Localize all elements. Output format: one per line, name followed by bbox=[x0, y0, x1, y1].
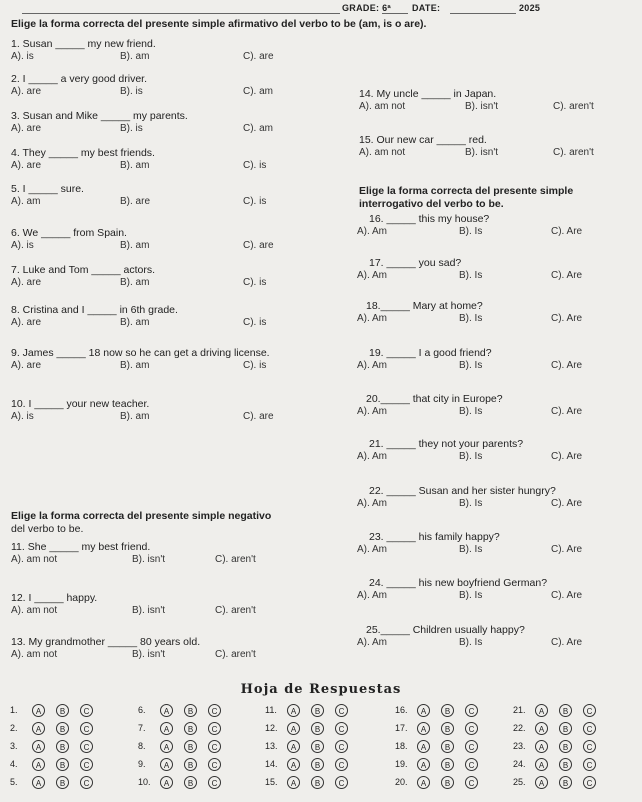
question-text: 10. I _____ your new teacher. bbox=[11, 398, 150, 410]
question-text: 23. _____ his family happy? bbox=[369, 531, 500, 543]
answer-bubble-a[interactable]: A bbox=[32, 776, 45, 789]
option-a[interactable]: A). are bbox=[11, 123, 42, 134]
question-text: 3. Susan and Mike _____ my parents. bbox=[11, 110, 188, 122]
answer-bubble-a[interactable]: A bbox=[32, 704, 45, 717]
answer-bubble-c[interactable]: C bbox=[335, 704, 348, 717]
option-b[interactable]: B). am bbox=[120, 277, 150, 288]
answer-bubble-c[interactable]: C bbox=[583, 740, 596, 753]
option-c[interactable]: C). is bbox=[243, 317, 267, 328]
option-c[interactable]: C). am bbox=[243, 123, 273, 134]
question-text: 16. _____ this my house? bbox=[369, 213, 490, 225]
answer-number: 25. bbox=[513, 777, 526, 787]
option-b[interactable]: B). isn't bbox=[132, 649, 166, 660]
answer-bubble-b[interactable]: B bbox=[56, 704, 69, 717]
answer-number: 2. bbox=[10, 723, 18, 733]
option-c[interactable]: C). aren't bbox=[215, 554, 256, 565]
answer-bubble-a[interactable]: A bbox=[287, 722, 300, 735]
option-c[interactable]: C). am bbox=[243, 86, 273, 97]
question-text: 15. Our new car _____ red. bbox=[359, 134, 487, 146]
answer-number: 8. bbox=[138, 741, 146, 751]
option-a[interactable]: A). am not bbox=[11, 605, 58, 616]
answer-bubble-c[interactable]: C bbox=[80, 776, 93, 789]
answer-bubble-a[interactable]: A bbox=[417, 758, 430, 771]
answer-number: 9. bbox=[138, 759, 146, 769]
option-c[interactable]: C). are bbox=[243, 240, 274, 251]
answer-number: 16. bbox=[395, 705, 408, 715]
answer-number: 3. bbox=[10, 741, 18, 751]
answer-bubble-c[interactable]: C bbox=[465, 776, 478, 789]
answer-bubble-a[interactable]: A bbox=[287, 776, 300, 789]
answer-bubble-b[interactable]: B bbox=[559, 722, 572, 735]
answer-number: 4. bbox=[10, 759, 18, 769]
answer-bubble-c[interactable]: C bbox=[583, 704, 596, 717]
answer-number: 22. bbox=[513, 723, 526, 733]
answer-bubble-b[interactable]: B bbox=[559, 776, 572, 789]
instruction-negative-line2: del verbo to be. bbox=[11, 523, 84, 535]
option-c[interactable]: C). Are bbox=[551, 637, 583, 648]
option-b[interactable]: B). isn't bbox=[465, 101, 499, 112]
option-b[interactable]: B). Is bbox=[459, 226, 483, 237]
answer-bubble-b[interactable]: B bbox=[56, 740, 69, 753]
instruction-negative-line1: Elige la forma correcta del presente simple negativo bbox=[11, 510, 272, 522]
option-c[interactable]: C). Are bbox=[551, 360, 583, 371]
answer-bubble-c[interactable]: C bbox=[583, 722, 596, 735]
answer-number: 21. bbox=[513, 705, 526, 715]
question-text: 25._____ Children usually happy? bbox=[366, 624, 525, 636]
question-text: 19. _____ I a good friend? bbox=[369, 347, 492, 359]
answer-number: 11. bbox=[265, 705, 277, 715]
answer-bubble-c[interactable]: C bbox=[335, 776, 348, 789]
answer-number: 12. bbox=[265, 723, 278, 733]
answer-bubble-b[interactable]: B bbox=[184, 758, 197, 771]
option-c[interactable]: C). Are bbox=[551, 406, 583, 417]
year-label: 2025 bbox=[519, 3, 541, 13]
option-b[interactable]: B). Is bbox=[459, 590, 483, 601]
answer-bubble-b[interactable]: B bbox=[441, 722, 454, 735]
answer-number: 20. bbox=[395, 777, 408, 787]
question-text: 17. _____ you sad? bbox=[369, 257, 462, 269]
option-b[interactable]: B). Is bbox=[459, 637, 483, 648]
question-text: 9. James _____ 18 now so he can get a driving license. bbox=[11, 347, 270, 359]
option-c[interactable]: C). are bbox=[243, 51, 274, 62]
answer-bubble-b[interactable]: B bbox=[441, 740, 454, 753]
answer-number: 6. bbox=[138, 705, 146, 715]
question-text: 1. Susan _____ my new friend. bbox=[11, 38, 156, 50]
answer-number: 24. bbox=[513, 759, 526, 769]
option-a[interactable]: A). Am bbox=[357, 637, 388, 648]
option-b[interactable]: B). isn't bbox=[465, 147, 499, 158]
answer-bubble-a[interactable]: A bbox=[32, 740, 45, 753]
option-c[interactable]: C). Are bbox=[551, 590, 583, 601]
question-text: 2. I _____ a very good driver. bbox=[11, 73, 148, 85]
option-b[interactable]: B). is bbox=[120, 86, 143, 97]
answer-bubble-c[interactable]: C bbox=[465, 758, 478, 771]
answer-sheet bbox=[10, 682, 632, 800]
question-text: 5. I _____ sure. bbox=[11, 183, 84, 195]
option-a[interactable]: A). Am bbox=[357, 406, 388, 417]
answer-sheet-title: Hoja de Respuestas bbox=[240, 682, 402, 697]
answer-bubble-b[interactable]: B bbox=[559, 704, 572, 717]
option-a[interactable]: A). am not bbox=[11, 649, 58, 660]
answer-bubble-c[interactable]: C bbox=[208, 704, 221, 717]
option-c[interactable]: C). are bbox=[243, 411, 274, 422]
answer-bubble-c[interactable]: C bbox=[583, 776, 596, 789]
answer-bubble-a[interactable]: A bbox=[287, 758, 300, 771]
option-a[interactable]: A). am not bbox=[359, 101, 406, 112]
option-a[interactable]: A). Am bbox=[357, 313, 388, 324]
answer-bubble-b[interactable]: B bbox=[56, 758, 69, 771]
answer-bubble-a[interactable]: A bbox=[160, 758, 173, 771]
question-text: 14. My uncle _____ in Japan. bbox=[359, 88, 497, 100]
option-b[interactable]: B). am bbox=[120, 51, 150, 62]
answer-bubble-c[interactable]: C bbox=[80, 740, 93, 753]
option-b[interactable]: B). is bbox=[120, 123, 143, 134]
option-a[interactable]: A). are bbox=[11, 317, 42, 328]
answer-bubble-b[interactable]: B bbox=[559, 740, 572, 753]
answer-bubble-b[interactable]: B bbox=[184, 740, 197, 753]
answer-bubble-c[interactable]: C bbox=[208, 776, 221, 789]
option-a[interactable]: A). am not bbox=[359, 147, 406, 158]
option-a[interactable]: A). Am bbox=[357, 270, 388, 281]
option-b[interactable]: B). am bbox=[120, 317, 150, 328]
option-c[interactable]: C). is bbox=[243, 196, 267, 207]
answer-number: 17. bbox=[395, 723, 408, 733]
answer-number: 15. bbox=[265, 777, 278, 787]
answer-bubble-b[interactable]: B bbox=[441, 776, 454, 789]
option-a[interactable]: A). are bbox=[11, 277, 42, 288]
question-text: 20._____ that city in Europe? bbox=[366, 393, 503, 405]
answer-bubble-a[interactable]: A bbox=[417, 740, 430, 753]
date-label: DATE: bbox=[412, 3, 441, 13]
answer-bubble-b[interactable]: B bbox=[311, 722, 324, 735]
answer-bubble-b[interactable]: B bbox=[56, 722, 69, 735]
question-text: 18._____ Mary at home? bbox=[366, 300, 483, 312]
answer-bubble-c[interactable]: C bbox=[583, 758, 596, 771]
answer-bubble-b[interactable]: B bbox=[441, 704, 454, 717]
option-c[interactable]: C). is bbox=[243, 360, 267, 371]
answer-bubble-b[interactable]: B bbox=[311, 740, 324, 753]
answer-bubble-a[interactable]: A bbox=[535, 740, 548, 753]
option-b[interactable]: B). am bbox=[120, 411, 150, 422]
answer-bubble-a[interactable]: A bbox=[417, 704, 430, 717]
answer-bubble-a[interactable]: A bbox=[160, 740, 173, 753]
option-c[interactable]: C). Are bbox=[551, 451, 583, 462]
option-b[interactable]: B). Is bbox=[459, 313, 483, 324]
answer-number: 14. bbox=[265, 759, 278, 769]
question-text: 22. _____ Susan and her sister hungry? bbox=[369, 485, 556, 497]
answer-bubble-a[interactable]: A bbox=[535, 776, 548, 789]
answer-bubble-a[interactable]: A bbox=[535, 758, 548, 771]
option-c[interactable]: C). Are bbox=[551, 313, 583, 324]
answer-number: 13. bbox=[265, 741, 278, 751]
answer-bubble-b[interactable]: B bbox=[311, 758, 324, 771]
answer-bubble-a[interactable]: A bbox=[287, 704, 300, 717]
option-a[interactable]: A). is bbox=[11, 411, 34, 422]
answer-number: 19. bbox=[395, 759, 408, 769]
answer-bubble-c[interactable]: C bbox=[465, 722, 478, 735]
instruction-interrogative-line2: interrogativo del verbo to be. bbox=[359, 198, 504, 210]
option-c[interactable]: C). Are bbox=[551, 544, 583, 555]
answer-bubble-c[interactable]: C bbox=[80, 704, 93, 717]
answer-bubble-c[interactable]: C bbox=[335, 722, 348, 735]
answer-bubble-a[interactable]: A bbox=[160, 722, 173, 735]
option-a[interactable]: A). Am bbox=[357, 544, 388, 555]
answer-bubble-c[interactable]: C bbox=[335, 740, 348, 753]
option-c[interactable]: C). is bbox=[243, 277, 267, 288]
answer-bubble-c[interactable]: C bbox=[465, 740, 478, 753]
answer-bubble-c[interactable]: C bbox=[80, 758, 93, 771]
option-c[interactable]: C). Are bbox=[551, 270, 583, 281]
option-b[interactable]: B). am bbox=[120, 160, 150, 171]
option-b[interactable]: B). am bbox=[120, 240, 150, 251]
answer-bubble-b[interactable]: B bbox=[184, 722, 197, 735]
answer-bubble-a[interactable]: A bbox=[160, 704, 173, 717]
answer-number: 5. bbox=[10, 777, 18, 787]
option-b[interactable]: B). Is bbox=[459, 544, 483, 555]
option-c[interactable]: C). Are bbox=[551, 498, 583, 509]
option-a[interactable]: A). am bbox=[11, 196, 41, 207]
question-text: 6. We _____ from Spain. bbox=[11, 227, 127, 239]
answer-bubble-c[interactable]: C bbox=[208, 722, 221, 735]
option-c[interactable]: C). Are bbox=[551, 226, 583, 237]
question-text: 21. _____ they not your parents? bbox=[369, 438, 524, 450]
answer-bubble-a[interactable]: A bbox=[32, 722, 45, 735]
question-text: 7. Luke and Tom _____ actors. bbox=[11, 264, 155, 276]
answer-bubble-b[interactable]: B bbox=[559, 758, 572, 771]
option-b[interactable]: B). Is bbox=[459, 498, 483, 509]
option-a[interactable]: A). Am bbox=[357, 226, 388, 237]
option-a[interactable]: A). is bbox=[11, 240, 34, 251]
option-b[interactable]: B). are bbox=[120, 196, 151, 207]
answer-bubble-c[interactable]: C bbox=[335, 758, 348, 771]
option-b[interactable]: B). Is bbox=[459, 406, 483, 417]
question-text: 11. She _____ my best friend. bbox=[11, 541, 151, 553]
answer-bubble-a[interactable]: A bbox=[160, 776, 173, 789]
answer-bubble-b[interactable]: B bbox=[311, 776, 324, 789]
answer-bubble-c[interactable]: C bbox=[465, 704, 478, 717]
option-b[interactable]: B). isn't bbox=[132, 605, 166, 616]
answer-number: 1. bbox=[10, 705, 18, 715]
answer-number: 10. bbox=[138, 777, 151, 787]
question-text: 13. My grandmother _____ 80 years old. bbox=[11, 636, 201, 648]
option-b[interactable]: B). Is bbox=[459, 451, 483, 462]
answer-number: 23. bbox=[513, 741, 526, 751]
answer-bubble-c[interactable]: C bbox=[80, 722, 93, 735]
answer-number: 18. bbox=[395, 741, 408, 751]
answer-bubble-a[interactable]: A bbox=[287, 740, 300, 753]
option-a[interactable]: A). Am bbox=[357, 360, 388, 371]
answer-bubble-b[interactable]: B bbox=[56, 776, 69, 789]
answer-bubble-a[interactable]: A bbox=[535, 704, 548, 717]
option-a[interactable]: A). is bbox=[11, 51, 34, 62]
option-c[interactable]: C). aren't bbox=[553, 147, 594, 158]
option-a[interactable]: A). are bbox=[11, 86, 42, 97]
option-a[interactable]: A). Am bbox=[357, 590, 388, 601]
option-b[interactable]: B). isn't bbox=[132, 554, 166, 565]
option-b[interactable]: B). Is bbox=[459, 270, 483, 281]
option-b[interactable]: B). Is bbox=[459, 360, 483, 371]
option-c[interactable]: C). aren't bbox=[215, 649, 256, 660]
answer-bubble-c[interactable]: C bbox=[208, 758, 221, 771]
option-a[interactable]: A). are bbox=[11, 360, 42, 371]
question-text: 8. Cristina and I _____ in 6th grade. bbox=[11, 304, 178, 316]
answer-bubble-a[interactable]: A bbox=[417, 776, 430, 789]
instruction-affirmative: Elige la forma correcta del presente simple afirmativo del verbo to be (am, is o are). bbox=[11, 18, 427, 30]
answer-number: 7. bbox=[138, 723, 146, 733]
answer-bubble-b[interactable]: B bbox=[184, 776, 197, 789]
option-a[interactable]: A). am not bbox=[11, 554, 58, 565]
grade-label: GRADE: 6ª bbox=[342, 3, 392, 13]
option-b[interactable]: B). am bbox=[120, 360, 150, 371]
answer-bubble-b[interactable]: B bbox=[441, 758, 454, 771]
question-text: 4. They _____ my best friends. bbox=[11, 147, 155, 159]
question-text: 24. _____ his new boyfriend German? bbox=[369, 577, 548, 589]
answer-bubble-c[interactable]: C bbox=[208, 740, 221, 753]
answer-bubble-a[interactable]: A bbox=[32, 758, 45, 771]
answer-bubble-b[interactable]: B bbox=[311, 704, 324, 717]
instruction-interrogative-line1: Elige la forma correcta del presente simple bbox=[359, 185, 574, 197]
answer-bubble-b[interactable]: B bbox=[184, 704, 197, 717]
option-c[interactable]: C). aren't bbox=[215, 605, 256, 616]
answer-bubble-a[interactable]: A bbox=[417, 722, 430, 735]
question-text: 12. I _____ happy. bbox=[11, 592, 98, 604]
option-a[interactable]: A). Am bbox=[357, 498, 388, 509]
answer-bubble-a[interactable]: A bbox=[535, 722, 548, 735]
option-c[interactable]: C). aren't bbox=[553, 101, 594, 112]
option-c[interactable]: C). is bbox=[243, 160, 267, 171]
option-a[interactable]: A). are bbox=[11, 160, 42, 171]
option-a[interactable]: A). Am bbox=[357, 451, 388, 462]
